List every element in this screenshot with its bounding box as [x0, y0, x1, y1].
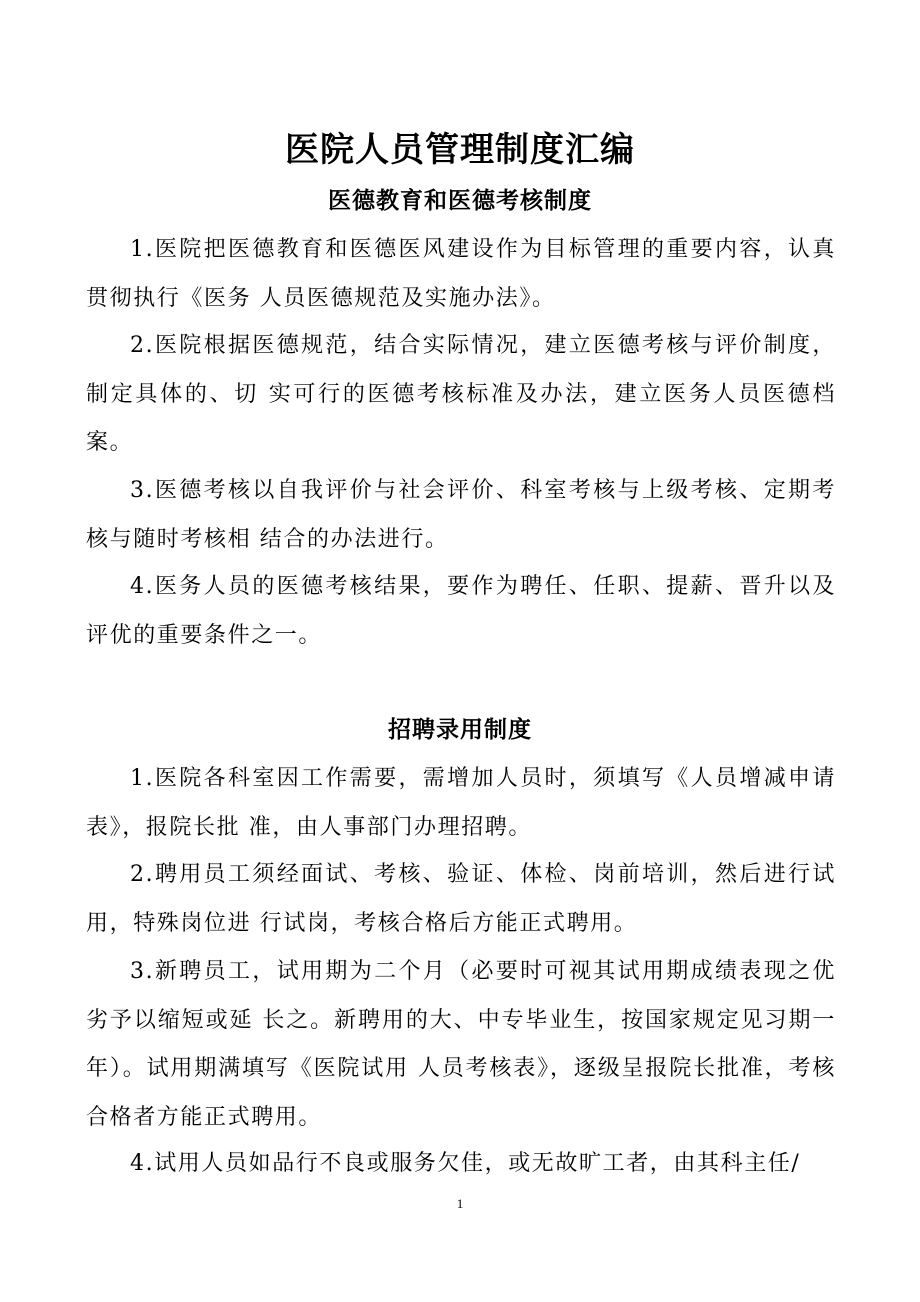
section-heading-ethics: 医德教育和医德考核制度	[328, 187, 592, 214]
page-number: 1	[456, 1196, 464, 1211]
recruitment-paragraph-1: 1.医院各科室因工作需要，需增加人员时，须填写《人员增减申请表》，报院长批 准，由人事部门办理招聘。	[86, 766, 836, 840]
ethics-paragraph-3: 3.医德考核以自我评价与社会评价、科室考核与上级考核、定期考核与随时考核相 结合的办法进行。	[86, 478, 836, 552]
document-title: 医院人员管理制度汇编	[285, 130, 635, 170]
section-heading-recruitment: 招聘录用制度	[388, 716, 532, 743]
ethics-paragraph-1: 1.医院把医德教育和医德医风建设作为目标管理的重要内容，认真贯彻执行《医务 人员医德规范及实施办法》。	[86, 237, 836, 311]
ethics-paragraph-2: 2.医院根据医德规范，结合实际情况，建立医德考核与评价制度，制定具体的、切 实可行的医德考核标准及办法，建立医务人员医德档案。	[86, 333, 836, 455]
recruitment-paragraph-2: 2.聘用员工须经面试、考核、验证、体检、岗前培训，然后进行试用，特殊岗位进 行试岗，考核合格后方能正式聘用。	[86, 862, 836, 936]
recruitment-paragraph-4: 4.试用人员如品行不良或服务欠佳，或无故旷工者，由其科主任/	[130, 1151, 801, 1176]
ethics-paragraph-4: 4.医务人员的医德考核结果，要作为聘任、任职、提薪、晋升以及评优的重要条件之一。	[86, 574, 836, 648]
recruitment-paragraph-3: 3.新聘员工，试用期为二个月（必要时可视其试用期成绩表现之优劣予以缩短或延 长之。新聘用的大、中专毕业生，按国家规定见习期一年）。试用期满填写《医院试用 人员考核表》，逐级呈报院长批准，考核合格者方能正式聘用。	[86, 959, 836, 1130]
